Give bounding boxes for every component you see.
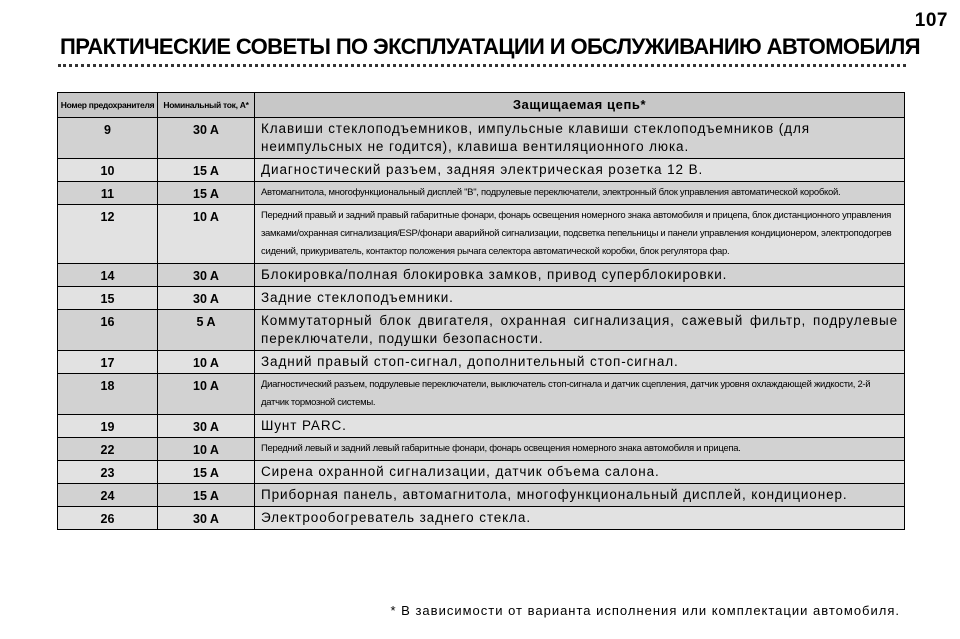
table-row bbox=[58, 264, 905, 287]
fuse-rating-cell: 15 A bbox=[158, 182, 255, 205]
fuse-rating-cell: 10 A bbox=[158, 438, 255, 461]
fuse-number-cell: 11 bbox=[58, 182, 158, 205]
fuse-number-cell: 24 bbox=[58, 484, 158, 507]
fuse-circuit-cell: Сирена охранной сигнализации, датчик объема салона. bbox=[255, 461, 905, 484]
fuse-rating-cell: 10 A bbox=[158, 374, 255, 415]
fuse-rating-cell: 10 A bbox=[158, 205, 255, 264]
table-row bbox=[58, 159, 905, 182]
fuse-number-cell: 9 bbox=[58, 118, 158, 159]
fuse-number-cell: 15 bbox=[58, 287, 158, 310]
fuse-number-cell: 23 bbox=[58, 461, 158, 484]
fuse-rating-cell: 15 A bbox=[158, 159, 255, 182]
fuse-rating-cell: 15 A bbox=[158, 484, 255, 507]
fuse-rating-cell: 10 A bbox=[158, 351, 255, 374]
footnote: * В зависимости от варианта исполнения или комплектации автомобиля. bbox=[390, 603, 900, 618]
table-row bbox=[58, 438, 905, 461]
page-title: ПРАКТИЧЕСКИЕ СОВЕТЫ ПО ЭКСПЛУАТАЦИИ И ОБСЛУЖИВАНИЮ АВТОМОБИЛЯ bbox=[60, 34, 920, 59]
table-row bbox=[58, 310, 905, 351]
fuse-circuit-cell: Передний правый и задний правый габаритные фонари, фонарь освещения номерного знака автомобиля и прицепа, блок дистанционного управления замками/охранная сигнализация/ESP/фонари аварийной сигнализации, подсветка пепельницы и панели управления кондиционером, электроподогрев сидений, прикуриватель, контактор положения рычага селектора автоматической коробки, блок регулятора фар. bbox=[255, 205, 905, 264]
fuse-circuit-cell: Диагностический разъем, подрулевые переключатели, выключатель стоп-сигнала и датчик сцепления, датчик уровня охлаждающей жидкости, 2-й датчик тормозной системы. bbox=[255, 374, 905, 415]
fuse-circuit-cell: Автомагнитола, многофункциональный дисплей "B", подрулевые переключатели, электронный блок управления автоматической коробкой. bbox=[255, 182, 905, 205]
title-divider bbox=[58, 64, 906, 67]
table-row bbox=[58, 182, 905, 205]
header-rating: Номинальный ток, A* bbox=[158, 93, 255, 118]
table-row bbox=[58, 287, 905, 310]
table-row bbox=[58, 415, 905, 438]
fuse-number-cell: 10 bbox=[58, 159, 158, 182]
table-row bbox=[58, 507, 905, 530]
header-fuse-number: Номер предохранителя bbox=[58, 93, 158, 118]
fuse-number-cell: 22 bbox=[58, 438, 158, 461]
fuse-circuit-cell: Приборная панель, автомагнитола, многофункциональный дисплей, кондиционер. bbox=[255, 484, 905, 507]
fuse-rating-cell: 30 A bbox=[158, 264, 255, 287]
fuse-circuit-cell: Коммутаторный блок двигателя, охранная сигнализация, сажевый фильтр, подрулевые переключатели, подушки безопасности. bbox=[255, 310, 905, 351]
fuse-circuit-cell: Передний левый и задний левый габаритные фонари, фонарь освещения номерного знака автомобиля и прицепа. bbox=[255, 438, 905, 461]
fuse-number-cell: 26 bbox=[58, 507, 158, 530]
fuse-circuit-cell: Блокировка/полная блокировка замков, привод суперблокировки. bbox=[255, 264, 905, 287]
header-circuit: Защищаемая цепь* bbox=[255, 93, 905, 118]
fuse-number-cell: 18 bbox=[58, 374, 158, 415]
fuse-number-cell: 16 bbox=[58, 310, 158, 351]
fuse-rating-cell: 5 A bbox=[158, 310, 255, 351]
table-row bbox=[58, 374, 905, 415]
fuse-number-cell: 14 bbox=[58, 264, 158, 287]
fuse-rating-cell: 30 A bbox=[158, 118, 255, 159]
fuse-table bbox=[57, 92, 905, 530]
fuse-number-cell: 17 bbox=[58, 351, 158, 374]
fuse-circuit-cell: Задний правый стоп-сигнал, дополнительный стоп-сигнал. bbox=[255, 351, 905, 374]
fuse-rating-cell: 15 A bbox=[158, 461, 255, 484]
fuse-circuit-cell: Шунт PARC. bbox=[255, 415, 905, 438]
fuse-number-cell: 19 bbox=[58, 415, 158, 438]
table-body bbox=[58, 118, 905, 530]
fuse-rating-cell: 30 A bbox=[158, 507, 255, 530]
fuse-circuit-cell: Клавиши стеклоподъемников, импульсные клавиши стеклоподъемников (для неимпульсных не годится), клавиша вентиляционного люка. bbox=[255, 118, 905, 159]
table-row bbox=[58, 118, 905, 159]
fuse-rating-cell: 30 A bbox=[158, 287, 255, 310]
table-row bbox=[58, 484, 905, 507]
fuse-circuit-cell: Электрообогреватель заднего стекла. bbox=[255, 507, 905, 530]
table-row bbox=[58, 205, 905, 264]
table-row bbox=[58, 461, 905, 484]
fuse-circuit-cell: Диагностический разъем, задняя электрическая розетка 12 В. bbox=[255, 159, 905, 182]
page-number: 107 bbox=[914, 10, 948, 31]
fuse-number-cell: 12 bbox=[58, 205, 158, 264]
table-header-row bbox=[58, 93, 905, 118]
fuse-rating-cell: 30 A bbox=[158, 415, 255, 438]
table-row bbox=[58, 351, 905, 374]
fuse-circuit-cell: Задние стеклоподъемники. bbox=[255, 287, 905, 310]
